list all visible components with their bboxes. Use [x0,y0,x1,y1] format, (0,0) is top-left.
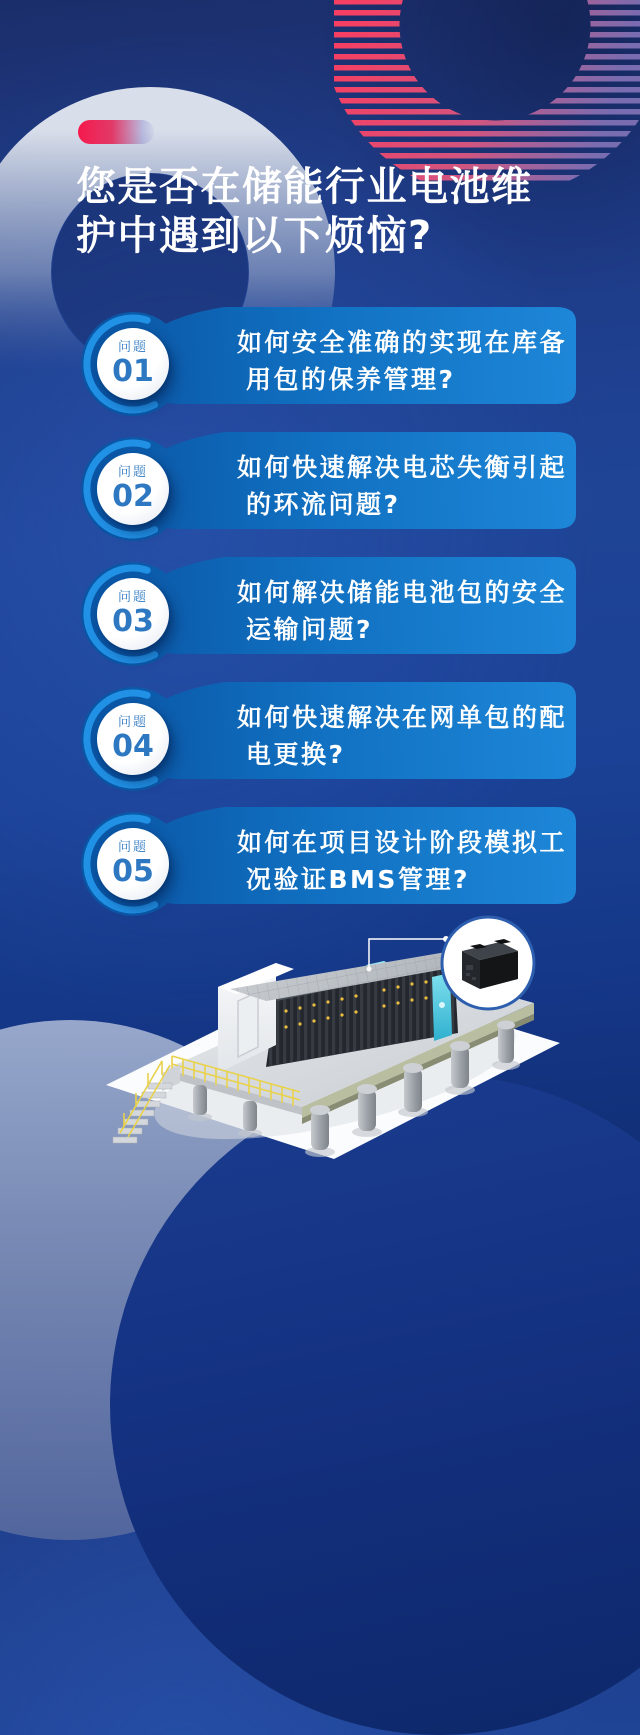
badge-label: 问题 [117,464,148,480]
question-number-badge [97,703,169,775]
question-row-3 [0,557,640,682]
question-number-badge [97,828,169,900]
question-row-5 [0,807,640,932]
badge-number: 03 [112,603,154,639]
question-text: 如何快速解决在网单包的配 电更换? [237,703,568,769]
badge-number: 05 [112,853,154,889]
badge-label: 问题 [117,339,148,355]
page-title [76,163,533,261]
badge-number: 04 [112,728,154,764]
question-number-badge [97,453,169,525]
title-line-1: 您是否在储能行业电池维 [76,164,533,210]
battery-storage-illustration [80,915,580,1215]
question-number-badge [97,328,169,400]
question-text: 如何快速解决电芯失衡引起 的环流问题? [237,453,568,519]
container-door [238,992,258,1057]
red-accent-bar [78,120,154,144]
question-number-badge [97,578,169,650]
question-text: 如何安全准确的实现在库备 用包的保养管理? [237,328,568,394]
title-line-2: 护中遇到以下烦恼? [76,213,433,259]
battery-pack-callout [442,917,534,1009]
question-text: 如何解决储能电池包的安全 运输问题? [237,578,568,644]
badge-label: 问题 [117,839,148,855]
question-row-2 [0,432,640,557]
badge-label: 问题 [117,589,148,605]
badge-label: 问题 [117,714,148,730]
badge-number: 01 [112,353,154,389]
badge-number: 02 [112,478,154,514]
question-text: 如何在项目设计阶段模拟工 况验证BMS管理? [237,828,568,894]
question-row-4 [0,682,640,807]
question-row-1 [0,307,640,432]
